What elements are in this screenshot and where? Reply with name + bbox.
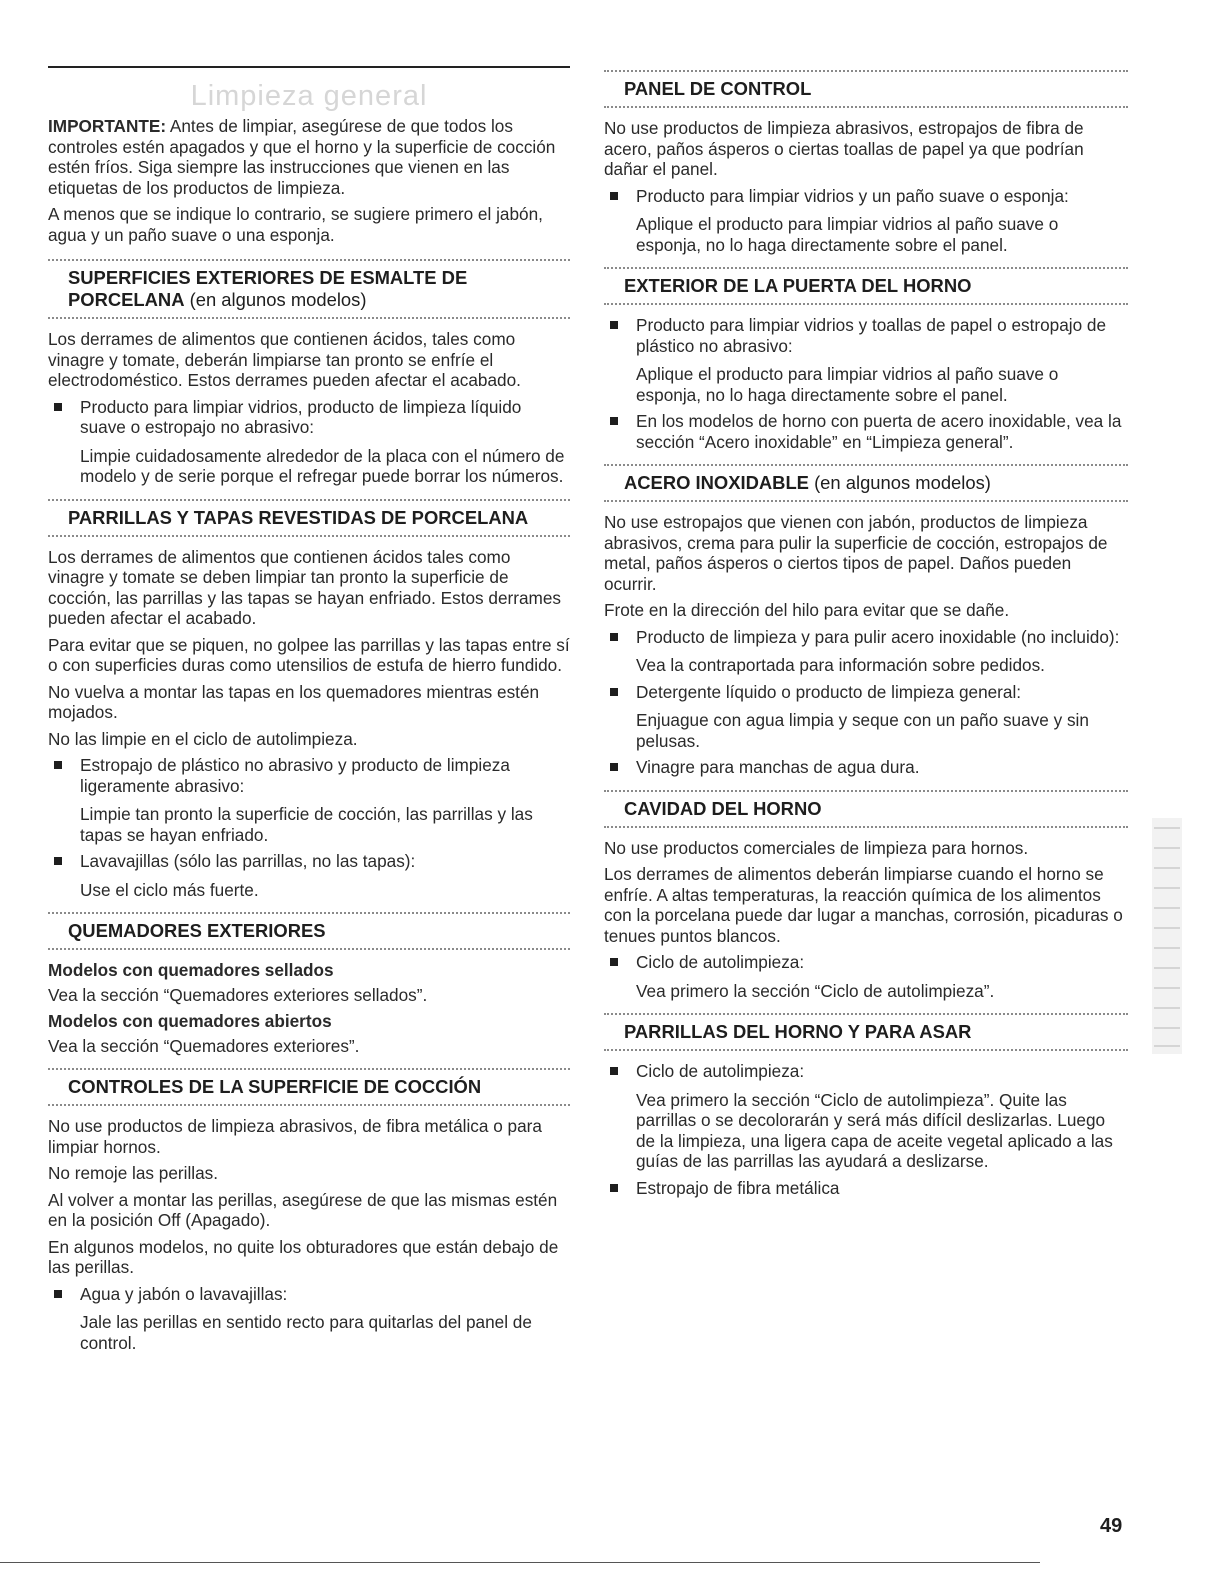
important-label: IMPORTANTE:	[48, 116, 167, 136]
paragraph: No use productos de limpieza abrasivos, de fibra metálica o para limpiar hornos.	[48, 1116, 542, 1157]
bullet-icon	[610, 688, 618, 696]
section-divider	[604, 70, 1128, 72]
list-item: Lavavajillas (sólo las parrillas, no las tapas): Use el ciclo más fuerte.	[48, 851, 570, 900]
page-number: 49	[1100, 1515, 1123, 1537]
section-heading: SUPERFICIES EXTERIORES DE ESMALTE DE PORCELANA (en algunos modelos)	[68, 267, 468, 310]
bullet-icon	[54, 857, 62, 865]
list-item-detail: Aplique el producto para limpiar vidrios al paño suave o esponja, no lo haga directamente sobre el panel.	[636, 364, 1059, 405]
section-stainless-steel	[604, 464, 1128, 778]
intro-important	[48, 116, 570, 198]
paragraph: En algunos modelos, no quite los obturadores que están debajo de las perillas.	[48, 1236, 559, 1277]
section-surface-controls	[48, 1068, 570, 1353]
subheading: Modelos con quemadores sellados	[48, 960, 334, 980]
left-column	[48, 116, 570, 1361]
paragraph: No remoje las perillas.	[48, 1163, 219, 1183]
intro-text: Antes de limpiar, asegúrese de que todos los controles estén apagados y que el horno y la superficie de cocción estén fríos. Siga siempre las instrucciones que vienen en las etiquetas de los productos de limpieza.	[48, 116, 556, 198]
section-control-panel	[604, 70, 1128, 255]
section-divider	[48, 1104, 570, 1106]
section-outer-burners	[48, 912, 570, 1056]
list-item: Agua y jabón o lavavajillas: Jale las perillas en sentido recto para quitarlas del panel de control.	[48, 1284, 570, 1354]
list-item: Ciclo de autolimpieza: Vea primero la sección “Ciclo de autolimpieza”.	[604, 952, 1128, 1001]
list-item-detail: Vea primero la sección “Ciclo de autolimpieza”.	[636, 980, 995, 1001]
section-heading: PANEL DE CONTROL	[624, 78, 812, 99]
bullet-icon	[54, 761, 62, 769]
list-item-detail: Enjuague con agua limpia y seque con un paño suave y sin pelusas.	[636, 710, 1089, 751]
bullet-icon	[610, 763, 618, 771]
list-item: Producto para limpiar vidrios y un paño suave o esponja: Aplique el producto para limpiar vidrios al paño suave o esponja, no lo haga directamente sobre el panel.	[604, 186, 1128, 256]
section-divider	[604, 500, 1128, 502]
bullet-icon	[610, 321, 618, 329]
section-heading: ACERO INOXIDABLE (en algunos modelos)	[624, 472, 991, 493]
list-item: En los modelos de horno con puerta de acero inoxidable, vea la sección “Acero inoxidable” en “Limpieza general”.	[604, 411, 1128, 452]
section-divider	[48, 499, 570, 501]
section-divider	[48, 317, 570, 319]
list-item: Vinagre para manchas de agua dura.	[604, 757, 1128, 778]
section-divider	[48, 912, 570, 914]
section-divider	[48, 259, 570, 261]
section-heading: EXTERIOR DE LA PUERTA DEL HORNO	[624, 275, 972, 296]
bullet-icon	[54, 403, 62, 411]
bottom-rule	[0, 1562, 1040, 1563]
section-divider	[48, 535, 570, 537]
side-tab-decoration	[1150, 818, 1184, 1054]
section-oven-cavity	[604, 790, 1128, 1002]
paragraph: Vea la sección “Quemadores exteriores sellados”.	[48, 984, 428, 1005]
bullet-icon	[610, 1184, 618, 1192]
list-item-detail: Limpie tan pronto la superficie de cocción, las parrillas y las tapas se hayan enfriado.	[80, 804, 533, 845]
section-divider	[604, 790, 1128, 792]
section-heading: QUEMADORES EXTERIORES	[68, 920, 326, 941]
bullet-icon	[610, 192, 618, 200]
list-item-detail: Use el ciclo más fuerte.	[80, 879, 259, 900]
section-divider	[604, 106, 1128, 108]
section-divider	[604, 1013, 1128, 1015]
paragraph: No las limpie en el ciclo de autolimpieza.	[48, 728, 358, 749]
paragraph: Al volver a montar las perillas, asegúrese de que las mismas estén en la posición Off (Apagado).	[48, 1189, 558, 1230]
list-item-detail: Jale las perillas en sentido recto para quitarlas del panel de control.	[80, 1312, 532, 1353]
list-item-detail: Vea primero la sección “Ciclo de autolimpieza”. Quite las parrillas o se decolorarán y será más difícil deslizarlas. Luego de la limpieza, una ligera capa de aceite vegetal aplicado a las guías de las parrillas las ayudará a deslizarse.	[636, 1089, 1113, 1171]
section-divider	[604, 826, 1128, 828]
section-heading: CAVIDAD DEL HORNO	[624, 797, 822, 819]
section-divider	[48, 1068, 570, 1070]
paragraph: No use productos de limpieza abrasivos, estropajos de fibra de acero, paños ásperos o ciertas toallas de papel ya que podrían dañar el panel.	[604, 118, 1084, 179]
bullet-icon	[54, 1290, 62, 1298]
top-rule	[48, 66, 570, 68]
list-item: Ciclo de autolimpieza: Vea primero la sección “Ciclo de autolimpieza”. Quite las parrillas o se decolorarán y será más difícil deslizarlas. Luego de la limpieza, una ligera capa de aceite vegetal aplicado a las guías de las parrillas las ayudará a deslizarse.	[604, 1061, 1128, 1172]
paragraph: No vuelva a montar las tapas en los quemadores mientras estén mojados.	[48, 681, 540, 722]
bullet-icon	[610, 417, 618, 425]
intro-default: A menos que se indique lo contrario, se sugiere primero el jabón, agua y un paño suave o una esponja.	[48, 204, 543, 245]
paragraph: No use productos comerciales de limpieza para hornos.	[604, 837, 1029, 858]
section-heading: PARRILLAS DEL HORNO Y PARA ASAR	[624, 1021, 972, 1042]
section-heading: PARRILLAS Y TAPAS REVESTIDAS DE PORCELANA	[68, 506, 529, 528]
section-divider	[604, 267, 1128, 269]
paragraph: Para evitar que se piquen, no golpee las parrillas y las tapas entre sí o con superficies duras como utensilios de estufa de hierro fundido.	[48, 634, 570, 675]
bullet-icon	[610, 958, 618, 966]
section-porcelain-exterior	[48, 259, 570, 487]
section-oven-racks	[604, 1013, 1128, 1198]
subheading: Modelos con quemadores abiertos	[48, 1011, 332, 1031]
bullet-icon	[610, 1067, 618, 1075]
bullet-icon	[610, 633, 618, 641]
list-item-detail: Aplique el producto para limpiar vidrios al paño suave o esponja, no lo haga directamente sobre el panel.	[636, 214, 1059, 255]
list-item: Producto de limpieza y para pulir acero inoxidable (no incluido): Vea la contraportada para información sobre pedidos.	[604, 627, 1128, 676]
paragraph: Vea la sección “Quemadores exteriores”.	[48, 1035, 360, 1056]
section-divider	[48, 948, 570, 950]
list-item: Producto para limpiar vidrios, producto de limpieza líquido suave o estropajo no abrasivo: Limpie cuidadosamente alrededor de la placa con el número de modelo y de serie porque el refregar puede borrar los números.	[48, 397, 570, 487]
paragraph: Los derrames de alimentos deberán limpiarse cuando el horno se enfríe. A altas temperaturas, la reacción química de los alimentos con la porcelana puede dar lugar a manchas, corrosión, picaduras o tenues puntos blancos.	[604, 864, 1123, 946]
list-item: Estropajo de plástico no abrasivo y producto de limpieza ligeramente abrasivo: Limpie tan pronto la superficie de cocción, las parrillas y las tapas se hayan enfriado.	[48, 755, 570, 845]
paragraph: No use estropajos que vienen con jabón, productos de limpieza abrasivos, crema para pulir la superficie de cocción, estropajos de metal, paños ásperos o ciertos tipos de papel. Daños pueden ocurrir.	[604, 512, 1108, 594]
paragraph: Frote en la dirección del hilo para evitar que se dañe.	[604, 600, 1010, 620]
paragraph: Los derrames de alimentos que contienen ácidos tales como vinagre y tomate se deben limpiar tan pronto la superficie de cocción, las parrillas y las tapas se hayan enfriado. Estos derrames pueden afectar el acabado.	[48, 546, 562, 628]
right-column	[604, 70, 1128, 1206]
list-item: Detergente líquido o producto de limpieza general: Enjuague con agua limpia y seque con un paño suave y sin pelusas.	[604, 682, 1128, 752]
list-item-detail: Vea la contraportada para información sobre pedidos.	[636, 655, 1045, 675]
paragraph: Los derrames de alimentos que contienen ácidos, tales como vinagre y tomate, deberán limpiarse tan pronto se enfríe el electrodoméstico. Estos derrames pueden afectar el acabado.	[48, 329, 521, 390]
section-oven-door-exterior	[604, 267, 1128, 452]
section-divider	[604, 1049, 1128, 1051]
section-divider	[604, 303, 1128, 305]
section-heading: CONTROLES DE LA SUPERFICIE DE COCCIÓN	[68, 1076, 482, 1097]
page-title: Limpieza general	[190, 80, 428, 112]
list-item: Producto para limpiar vidrios y toallas de papel o estropajo de plástico no abrasivo: Aplique el producto para limpiar vidrios al paño suave o esponja, no lo haga directamente sobre el panel.	[604, 315, 1128, 405]
section-grates-caps	[48, 499, 570, 901]
list-item: Estropajo de fibra metálica	[604, 1178, 1128, 1199]
section-divider	[604, 464, 1128, 466]
list-item-detail: Limpie cuidadosamente alrededor de la placa con el número de modelo y de serie porque el refregar puede borrar los números.	[80, 445, 565, 486]
